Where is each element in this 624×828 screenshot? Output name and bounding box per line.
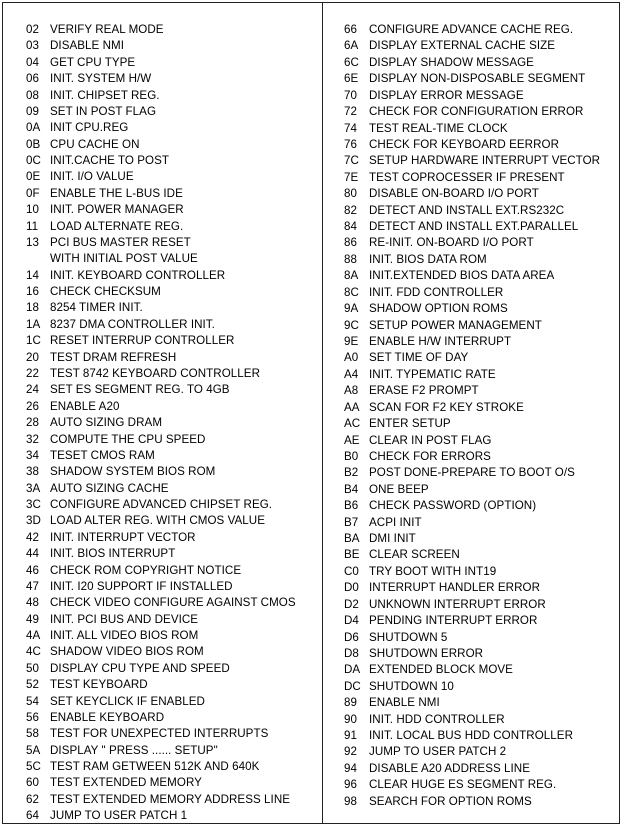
post-code-description: SET KEYCLICK IF ENABLED <box>50 694 205 708</box>
post-code: 0F <box>26 186 40 200</box>
post-code: B2 <box>344 466 359 480</box>
post-code-description: SHADOW OPTION ROMS <box>369 302 508 316</box>
post-code-description: TEST COPROCESSER IF PRESENT <box>369 170 565 184</box>
post-code: BE <box>344 548 360 562</box>
post-code: DC <box>344 679 361 693</box>
post-code: 6A <box>344 39 359 53</box>
post-code-description: INIT. POWER MANAGER <box>50 203 184 217</box>
post-code: 64 <box>26 809 39 823</box>
post-code-description: SCAN FOR F2 KEY STROKE <box>369 400 524 414</box>
post-code-table <box>2 2 620 824</box>
post-code-description: SEARCH FOR OPTION ROMS <box>369 794 532 808</box>
post-code-description: DMI INIT <box>369 532 416 546</box>
post-code: D2 <box>344 597 359 611</box>
post-code: 66 <box>344 23 357 36</box>
post-code-description: CPU CACHE ON <box>50 137 140 151</box>
post-code-description: JUMP TO USER PATCH 2 <box>369 745 507 759</box>
post-code: 89 <box>344 696 357 710</box>
post-code-description: PENDING INTERRUPT ERROR <box>369 614 538 628</box>
post-code-description: INIT. LOCAL BUS HDD CONTROLLER <box>369 729 573 743</box>
post-code-description: EXTENDED BLOCK MOVE <box>369 663 513 677</box>
post-code-description: AUTO SIZING DRAM <box>50 416 163 430</box>
post-code-description: LOAD ALTER REG. WITH CMOS VALUE <box>50 514 265 528</box>
post-code-description: TRY BOOT WITH INT19 <box>369 564 497 578</box>
post-code-description: INIT. TYPEMATIC RATE <box>369 367 496 381</box>
post-code: 13 <box>26 235 39 249</box>
post-code-description: ENABLE THE L-BUS IDE <box>50 186 183 200</box>
post-code: 48 <box>26 596 39 610</box>
post-code-description: DISABLE A20 ADDRESS LINE <box>369 761 531 775</box>
post-code: 0B <box>26 137 41 151</box>
post-code-description: TEST KEYBOARD <box>50 678 148 692</box>
post-code-description: DISPLAY CPU TYPE AND SPEED <box>50 661 230 675</box>
post-code-description: INIT. FDD CONTROLLER <box>369 285 504 299</box>
post-code: B4 <box>344 482 359 496</box>
post-code: 92 <box>344 745 357 759</box>
post-code: 58 <box>26 727 39 741</box>
post-code: B6 <box>344 499 359 513</box>
post-code: D4 <box>344 614 359 628</box>
post-code: 0A <box>26 121 41 135</box>
post-code: 91 <box>344 729 357 743</box>
post-code-description: SET ES SEGMENT REG. TO 4GB <box>50 383 230 397</box>
post-code-description: DISPLAY NON-DISPOSABLE SEGMENT <box>369 72 586 86</box>
post-code: 5A <box>26 743 41 757</box>
post-code: 8A <box>344 269 359 283</box>
post-code: 22 <box>26 366 39 380</box>
post-code-description: TESET CMOS RAM <box>50 448 155 462</box>
post-code-description: SET TIME OF DAY <box>369 351 469 365</box>
post-code: AE <box>344 433 360 447</box>
post-code-description: INIT. KEYBOARD CONTROLLER <box>50 268 226 282</box>
post-code: 09 <box>26 104 39 118</box>
post-code-description: 8254 TIMER INIT. <box>50 301 143 315</box>
post-code-description: 8237 DMA CONTROLLER INIT. <box>50 317 215 331</box>
post-code-description: ENABLE H/W INTERRUPT <box>369 334 512 348</box>
post-code-description: INIT.CACHE TO POST <box>50 154 170 168</box>
post-code-description: SET IN POST FLAG <box>50 104 157 118</box>
post-code-description: ENABLE KEYBOARD <box>50 710 165 724</box>
post-code: 86 <box>344 236 357 250</box>
post-code: 84 <box>344 220 357 234</box>
post-code: 3C <box>26 498 41 512</box>
post-code: 70 <box>344 88 357 102</box>
post-code-description: DETECT AND INSTALL EXT.RS232C <box>369 203 565 217</box>
post-code-description: DETECT AND INSTALL EXT.PARALLEL <box>369 220 579 234</box>
post-code-description: POST DONE-PREPARE TO BOOT O/S <box>369 466 575 480</box>
post-code-description: SETUP HARDWARE INTERRUPT VECTOR <box>369 154 601 168</box>
post-code-description: INIT. HDD CONTROLLER <box>369 712 505 726</box>
post-code: 82 <box>344 203 357 217</box>
post-code-description: SHUTDOWN 10 <box>369 679 454 693</box>
post-code-description: INIT.EXTENDED BIOS DATA AREA <box>369 269 555 283</box>
post-code-description: ERASE F2 PROMPT <box>369 384 479 398</box>
post-code: 76 <box>344 137 357 151</box>
post-code: 5C <box>26 760 41 774</box>
post-code: AC <box>344 417 361 431</box>
post-code-description: RESET INTERRUP CONTROLLER <box>50 334 235 348</box>
post-code-description: SETUP POWER MANAGEMENT <box>369 318 542 332</box>
post-code: 04 <box>26 55 39 69</box>
post-code: B0 <box>344 449 359 463</box>
post-code-description: GET CPU TYPE <box>50 55 136 69</box>
post-code: 8C <box>344 285 359 299</box>
post-code-description: PCI BUS MASTER RESET <box>50 235 191 249</box>
post-code-description: RE-INIT. ON-BOARD I/O PORT <box>369 236 534 250</box>
post-code: 47 <box>26 579 39 593</box>
post-code-description: ONE BEEP <box>369 482 429 496</box>
post-code-description: CHECK ROM COPYRIGHT NOTICE <box>50 563 242 577</box>
post-code: 94 <box>344 761 357 775</box>
post-code-description: CLEAR IN POST FLAG <box>369 433 492 447</box>
post-code: 54 <box>26 694 39 708</box>
post-code-description: ENTER SETUP <box>369 417 451 431</box>
post-code-description: DISABLE ON-BOARD I/O PORT <box>369 187 539 201</box>
post-code-description: SHADOW VIDEO BIOS ROM <box>50 645 204 659</box>
post-code: 49 <box>26 612 39 626</box>
post-code: 4A <box>26 629 41 643</box>
post-code: 34 <box>26 448 39 462</box>
post-code-description: CHECK PASSWORD (OPTION) <box>369 499 537 513</box>
post-code-description: DISPLAY SHADOW MESSAGE <box>369 55 534 69</box>
post-code: 74 <box>344 121 357 135</box>
post-code-description: UNKNOWN INTERRUPT ERROR <box>369 597 546 611</box>
post-code: 96 <box>344 778 357 792</box>
post-code-description: INIT CPU.REG <box>50 121 129 135</box>
post-code-description: TEST EXTENDED MEMORY <box>50 776 202 790</box>
post-code-description: SHUTDOWN 5 <box>369 630 448 644</box>
post-code: 08 <box>26 88 39 102</box>
post-code-description: SHADOW SYSTEM BIOS ROM <box>50 465 216 479</box>
post-code: 62 <box>26 792 39 806</box>
post-code: D0 <box>344 581 359 595</box>
post-code: 38 <box>26 465 39 479</box>
post-code: 32 <box>26 432 39 446</box>
post-code: DA <box>344 663 361 677</box>
post-code: 24 <box>26 383 39 397</box>
post-code: 20 <box>26 350 39 364</box>
post-code: AA <box>344 400 360 414</box>
post-code: 56 <box>26 710 39 724</box>
post-code-description: SHUTDOWN ERROR <box>369 646 484 660</box>
post-code: A8 <box>344 384 359 398</box>
post-code: 3D <box>26 514 41 528</box>
post-code-description: CHECK CHECKSUM <box>50 285 161 299</box>
post-code: 7C <box>344 154 359 168</box>
post-code: 16 <box>26 285 39 299</box>
post-code-description: TEST 8742 KEYBOARD CONTROLLER <box>50 366 260 380</box>
post-code: 4C <box>26 645 41 659</box>
post-code: 88 <box>344 252 357 266</box>
post-code: BA <box>344 532 360 546</box>
post-code: 60 <box>26 776 39 790</box>
post-code-description: WITH INITIAL POST VALUE <box>50 252 198 266</box>
post-code-description: TEST DRAM REFRESH <box>50 350 177 364</box>
post-code: 7E <box>344 170 359 184</box>
post-code-description: ACPI INIT <box>369 515 422 529</box>
post-code: D6 <box>344 630 359 644</box>
post-code-description: TEST REAL-TIME CLOCK <box>369 121 508 135</box>
post-code: 26 <box>26 399 39 413</box>
post-code-description: TEST FOR UNEXPECTED INTERRUPTS <box>50 727 269 741</box>
post-code-description: AUTO SIZING CACHE <box>50 481 169 495</box>
post-code-description: INIT. ALL VIDEO BIOS ROM <box>50 629 199 643</box>
post-code-description: INTERRUPT HANDLER ERROR <box>369 581 540 595</box>
post-code: 11 <box>26 219 39 233</box>
post-code-description: CLEAR HUGE ES SEGMENT REG. <box>369 778 557 792</box>
post-code-description: INIT. I20 SUPPORT IF INSTALLED <box>50 579 233 593</box>
post-code: 18 <box>26 301 39 315</box>
post-code-description: VERIFY REAL MODE <box>50 23 164 36</box>
post-code: 03 <box>26 39 39 53</box>
post-code-description: CLEAR SCREEN <box>369 548 460 562</box>
post-code-description: INIT. BIOS INTERRUPT <box>50 547 176 561</box>
post-code: A4 <box>344 367 359 381</box>
post-code: 98 <box>344 794 357 808</box>
column-divider <box>322 3 323 823</box>
post-code-description: JUMP TO USER PATCH 1 <box>50 809 188 823</box>
post-code: A0 <box>344 351 359 365</box>
post-code-description: DISPLAY ERROR MESSAGE <box>369 88 524 102</box>
post-code: 80 <box>344 187 357 201</box>
post-code: 90 <box>344 712 357 726</box>
post-code-description: INIT. I/O VALUE <box>50 170 134 184</box>
post-code-description: DISPLAY EXTERNAL CACHE SIZE <box>369 39 556 53</box>
post-code-description: INIT. PCI BUS AND DEVICE <box>50 612 199 626</box>
post-code-description: INIT. BIOS DATA ROM <box>369 252 487 266</box>
post-code: 1A <box>26 317 41 331</box>
post-code: 0E <box>26 170 41 184</box>
post-code-description: COMPUTE THE CPU SPEED <box>50 432 206 446</box>
post-code-description: CONFIGURE ADVANCE CACHE REG. <box>369 23 574 36</box>
post-code: 6E <box>344 72 359 86</box>
post-code: 6C <box>344 55 359 69</box>
post-code-description: TEST RAM GETWEEN 512K AND 640K <box>50 760 260 774</box>
post-code: 3A <box>26 481 41 495</box>
post-code: 9E <box>344 334 359 348</box>
post-code-description: DISPLAY " PRESS ...... SETUP" <box>50 743 218 757</box>
post-code-description: CHECK FOR ERRORS <box>369 449 491 463</box>
post-code-description: CHECK FOR KEYBOARD EERROR <box>369 137 559 151</box>
post-code-description: INIT. SYSTEM H/W <box>50 72 152 86</box>
post-code-description: TEST EXTENDED MEMORY ADDRESS LINE <box>50 792 291 806</box>
post-code-description: ENABLE NMI <box>369 696 440 710</box>
post-code: D8 <box>344 646 359 660</box>
post-code: 46 <box>26 563 39 577</box>
post-code: C0 <box>344 564 359 578</box>
post-code: 50 <box>26 661 39 675</box>
post-code: 9C <box>344 318 359 332</box>
post-code: B7 <box>344 515 359 529</box>
post-code: 0C <box>26 154 41 168</box>
post-code: 9A <box>344 302 359 316</box>
post-code: 42 <box>26 530 39 544</box>
post-code-description: CHECK FOR CONFIGURATION ERROR <box>369 105 584 119</box>
post-code-description: INIT. INTERRUPT VECTOR <box>50 530 196 544</box>
post-code-description: CONFIGURE ADVANCED CHIPSET REG. <box>50 498 273 512</box>
post-code: 02 <box>26 23 39 36</box>
post-code: 06 <box>26 72 39 86</box>
post-code: 28 <box>26 416 39 430</box>
post-code: 72 <box>344 105 357 119</box>
post-code-description: LOAD ALTERNATE REG. <box>50 219 184 233</box>
post-code: 1C <box>26 334 41 348</box>
post-code: 10 <box>26 203 39 217</box>
post-code-description: ENABLE A20 <box>50 399 120 413</box>
post-code-description: INIT. CHIPSET REG. <box>50 88 160 102</box>
post-code-description: CHECK VIDEO CONFIGURE AGAINST CMOS <box>50 596 296 610</box>
post-code: 44 <box>26 547 39 561</box>
post-code-description: DISABLE NMI <box>50 39 124 53</box>
post-code: 52 <box>26 678 39 692</box>
post-code: 14 <box>26 268 39 282</box>
